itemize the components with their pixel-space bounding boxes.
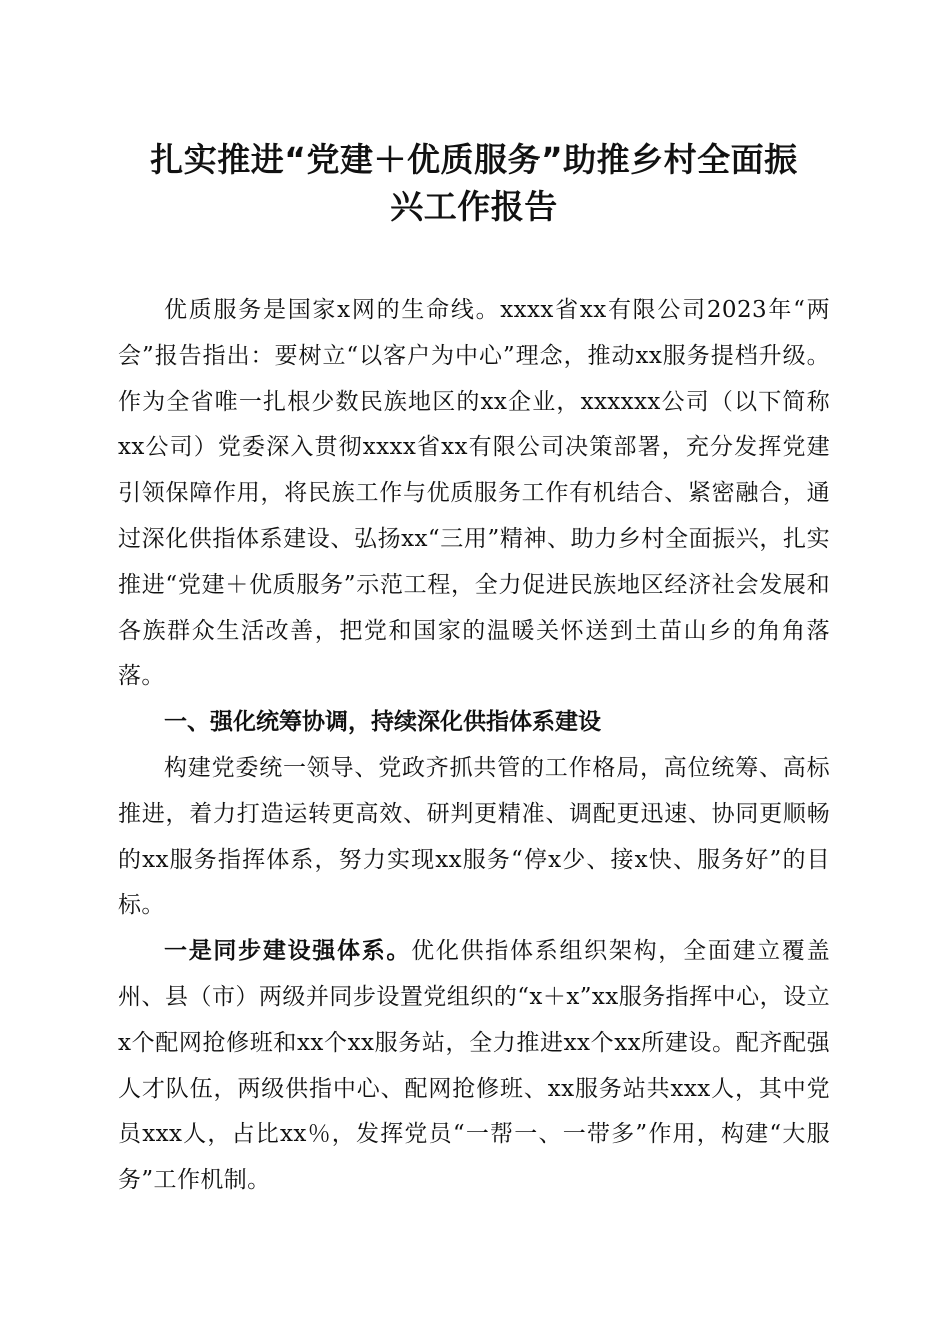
point-1-body: 优化供指体系组织架构，全面建立覆盖州、县（市）两级并同步设置党组织的“x＋x”xx服务指挥中心，设立x个配网抢修班和xx个xx服务站，全力推进xx个xx所建设。配齐配强人才队伍，两级供指中心、配网抢修班、xx服务站共xxx人，其中党员xxx人，占比xx％，发挥党员“一帮一、一带多”作用，构建“大服务”工作机制。 bbox=[118, 938, 830, 1194]
point-1-lead: 一是同步建设强体系。 bbox=[164, 938, 412, 965]
document-page bbox=[118, 136, 830, 1204]
title-line-2: 兴工作报告 bbox=[390, 187, 558, 226]
section-1-heading: 一、强化统筹协调，持续深化供指体系建设 bbox=[164, 709, 601, 736]
section-1-paragraph: 构建党委统一领导、党政齐抓共管的工作格局，高位统筹、高标推进，着力打造运转更高效、研判更精准、调配更迅速、协同更顺畅的xx服务指挥体系，努力实现xx服务“停x少、接x快、服务好”的目标。 bbox=[118, 754, 830, 919]
intro-paragraph: 优质服务是国家x网的生命线。xxxx省xx有限公司2023年“两会”报告指出：要树立“以客户为中心”理念，推动xx服务提档升级。作为全省唯一扎根少数民族地区的xx企业，xxxxxx公司（以下简称xx公司）党委深入贯彻xxxx省xx有限公司决策部署，充分发挥党建引领保障作用，将民族工作与优质服务工作有机结合、紧密融合，通过深化供指体系建设、弘扬xx“三用”精神、助力乡村全面振兴，扎实推进“党建＋优质服务”示范工程，全力促进民族地区经济社会发展和各族群众生活改善，把党和国家的温暖关怀送到土苗山乡的角角落落。 bbox=[118, 297, 830, 690]
document-title bbox=[118, 136, 830, 230]
point-1-paragraph bbox=[118, 929, 830, 1204]
title-line-1: 扎实推进“党建＋优质服务”助推乡村全面振 bbox=[150, 140, 798, 179]
